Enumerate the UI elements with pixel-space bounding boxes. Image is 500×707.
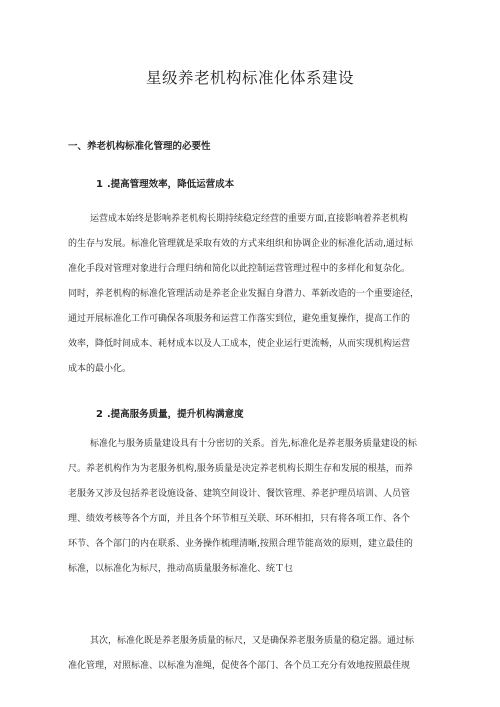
subsection-heading-2 xyxy=(96,406,244,420)
subsection-heading-1 xyxy=(96,176,234,190)
paragraph-line: 老服务又涉及包括养老设施设备、建筑空间设计、餐饮管理、养老护理员培训、人员管 xyxy=(68,489,411,499)
paragraph-line: 其次，标准化既是养老服务质量的标尺，又是确保养老服务质量的稳定器。通过标 xyxy=(90,636,415,646)
paragraph-line: 标准，以标准化为标尺，推动高质量服务标准化、统Ｔ乜 xyxy=(68,564,294,574)
paragraph-line: 通过开展标准化工作可确保各项服务和运营工作落实到位，避免重复操作，提高工作的 xyxy=(68,314,411,324)
paragraph-line: 成本的最小化。 xyxy=(68,364,132,374)
paragraph-line: 理、绩效考核等各个方面，并且各个环节相互关联、环环相扣，只有将各项工作、各个 xyxy=(68,514,411,524)
paragraph-line: 准化管理，对照标准、以标准为准绳，促使各个部门、各个员工充分有效地按照最佳规 xyxy=(68,661,411,671)
paragraph-line: 运营成本始终是影响养老机构长期持续稳定经营的重要方面,直接影响着养老机构 xyxy=(90,214,408,224)
paragraph-1 xyxy=(68,207,440,382)
paragraph-line: 环节、各个部门的内在联系、业务操作梳理清晰,按照合理节能高效的原则，建立最佳的 xyxy=(68,539,413,549)
subsection-number: 2 xyxy=(96,409,103,420)
paragraph-line: 准化手段对管理对象进行合理归纳和简化以此控制运营管理过程中的多样化和复杂化。 xyxy=(68,264,411,274)
subsection-number: 1 xyxy=(96,179,103,190)
paragraph-line: 同时，养老机构的标准化管理活动是养老企业发掘自身潜力、革新改造的一个重要途径， xyxy=(68,289,420,299)
paragraph-line: 尺。养老机构作为为老服务机构,服务质量是决定养老机构长期生存和发展的根基，而养 xyxy=(68,464,413,474)
paragraph-3 xyxy=(68,629,440,679)
paragraph-line: 标准化与服务质量建设具有十分密切的关系。首先,标准化是养老服务质量建设的标 xyxy=(90,439,417,449)
document-title: 星级养老机构标准化体系建设 xyxy=(145,69,354,87)
section-heading: 一、养老机构标准化管理的必要性 xyxy=(68,141,211,152)
paragraph-line: 效率，降低时间成本、耗材成本以及人工成本，使企业运行更流畅，从而实现机构运营 xyxy=(68,339,411,349)
subsection-title: .提高管理效率，降低运营成本 xyxy=(106,179,235,190)
paragraph-2 xyxy=(68,432,440,582)
paragraph-line: 的生存与发展。标准化管理就是采取有效的方式来组织和协调企业的标准化活动,通过标 xyxy=(68,239,413,249)
subsection-title: .提高服务质量，提升机构满意度 xyxy=(106,409,244,420)
